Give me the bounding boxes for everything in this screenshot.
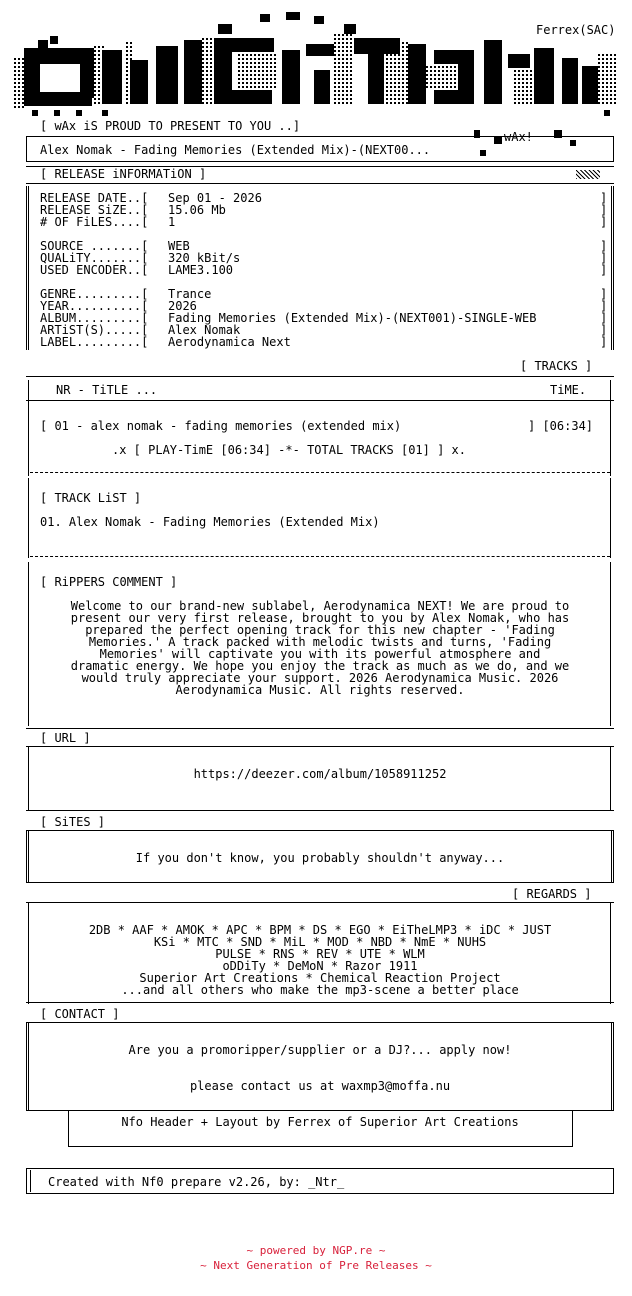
info-label: # OF FiLES....[ [40,215,149,229]
ngp-tagline: ~ Next Generation of Pre Releases ~ [200,1259,432,1272]
release-info-heading: [ RELEASE iNFORMATiON ] [40,167,207,181]
proud-banner: [ wAx iS PROUD TO PRESENT TO YOU ..] [40,119,301,133]
info-label: USED ENCODER..[ [40,263,149,277]
info-value: 2026 [168,299,197,313]
sites-heading: [ SiTES ] [40,815,106,829]
regards-line: PULSE * RNS * REV * UTE * WLM [215,947,425,961]
info-value: Trance [168,287,212,301]
sites-text: If you don't know, you probably shouldn't anyway... [135,851,505,865]
regards-line: 2DB * AAF * AMOK * APC * BPM * DS * EGO * EiTheLMP3 * iDC * JUST [88,923,552,937]
contact-frame [26,1022,614,1110]
logo-tag: wAx! [504,130,533,144]
regards-line: oDDiTy * DeMoN * Razor 1911 [222,959,418,973]
info-value: 15.06 Mb [168,203,226,217]
col-title-header: NR - TiTLE ... [56,383,158,397]
info-label: LABEL.........[ [40,335,149,349]
created-with: Created with Nf0 prepare v2.26, by: _Ntr_ [48,1175,345,1189]
info-label: ALBUM.........[ [40,311,149,325]
hatch-decoration [576,170,600,179]
release-title: Alex Nomak - Fading Memories (Extended Mix)-(NEXT00... [40,143,431,157]
comment-line: dramatic energy. We hope you enjoy the track as much as we do, and we [70,659,570,673]
info-label: QUALiTY.......[ [40,251,149,265]
url-heading: [ URL ] [40,731,91,745]
comment-line: prepared the perfect opening track for this new chapter - 'Fading [85,623,555,637]
info-label: RELEASE DATE..[ [40,191,149,205]
comment-line: Welcome to our brand-new sublabel, Aerodynamica NEXT! We are proud to [70,599,570,613]
info-label: ARTiST(S).....[ [40,323,149,337]
tracks-heading: [ TRACKS ] [520,359,593,373]
regards-line: ...and all others who make the mp3-scene a better place [121,983,519,997]
info-value: Aerodynamica Next [168,335,291,349]
info-label: GENRE.........[ [40,287,149,301]
play-time-summary: .x [ PLAY-TimE [06:34] -*- TOTAL TRACKS [01] ] x. [112,443,467,457]
powered-by[interactable]: ~ powered by NGP.re ~ [246,1244,386,1257]
info-value: LAME3.100 [168,263,234,277]
comment-line: Aerodynamica Music. All rights reserved. [175,683,465,697]
col-time-header: TiME. [550,383,587,397]
comment-line: Memories.' A track packed with melodic twists and turns, 'Fading [88,635,552,649]
layout-credit: Nfo Header + Layout by Ferrex of Superior Art Creations [121,1115,519,1129]
info-value: Sep 01 - 2026 [168,191,262,205]
comment-line: present our very first release, brought to you by Alex Nomak, who has [70,611,570,625]
regards-heading: [ REGARDS ] [512,887,592,901]
comment-heading: [ RiPPERS C0MMENT ] [40,575,178,589]
contact-heading: [ CONTACT ] [40,1007,120,1021]
info-value: 320 kBit/s [168,251,241,265]
info-label: SOURCE .......[ [40,239,149,253]
bracket-column: ] ] ] ] ] ] ] ] ] ] ] [600,191,608,349]
ascii-credit: Ferrex(SAC) [536,23,616,37]
comment-line: would truly appreciate your support. 2026 Aerodynamica Music. 2026 [81,671,559,685]
info-value: Fading Memories (Extended Mix)-(NEXT001)-SINGLE-WEB [168,311,537,325]
url-link[interactable]: https://deezer.com/album/1058911252 [193,767,447,781]
regards-line: KSi * MTC * SND * MiL * MOD * NBD * NmE * NUHS [153,935,487,949]
comment-line: Memories' will captivate you with its powerful atmosphere and [99,647,541,661]
info-value: Alex Nomak [168,323,241,337]
info-value: 1 [168,215,176,229]
contact-email[interactable]: please contact us at waxmp3@moffa.nu [189,1079,451,1093]
regards-line: Superior Art Creations * Chemical Reaction Project [139,971,501,985]
info-label: RELEASE SiZE..[ [40,203,149,217]
tracklist-heading: [ TRACK LiST ] [40,491,142,505]
tracklist-item: 01. Alex Nomak - Fading Memories (Extended Mix) [40,515,380,529]
info-label: YEAR..........[ [40,299,149,313]
contact-apply: Are you a promoripper/supplier or a DJ?... apply now! [128,1043,512,1057]
track-entry: [ 01 - alex nomak - fading memories (extended mix) [40,419,402,433]
info-value: WEB [168,239,190,253]
track-entry-time: ] [06:34] [528,419,594,433]
